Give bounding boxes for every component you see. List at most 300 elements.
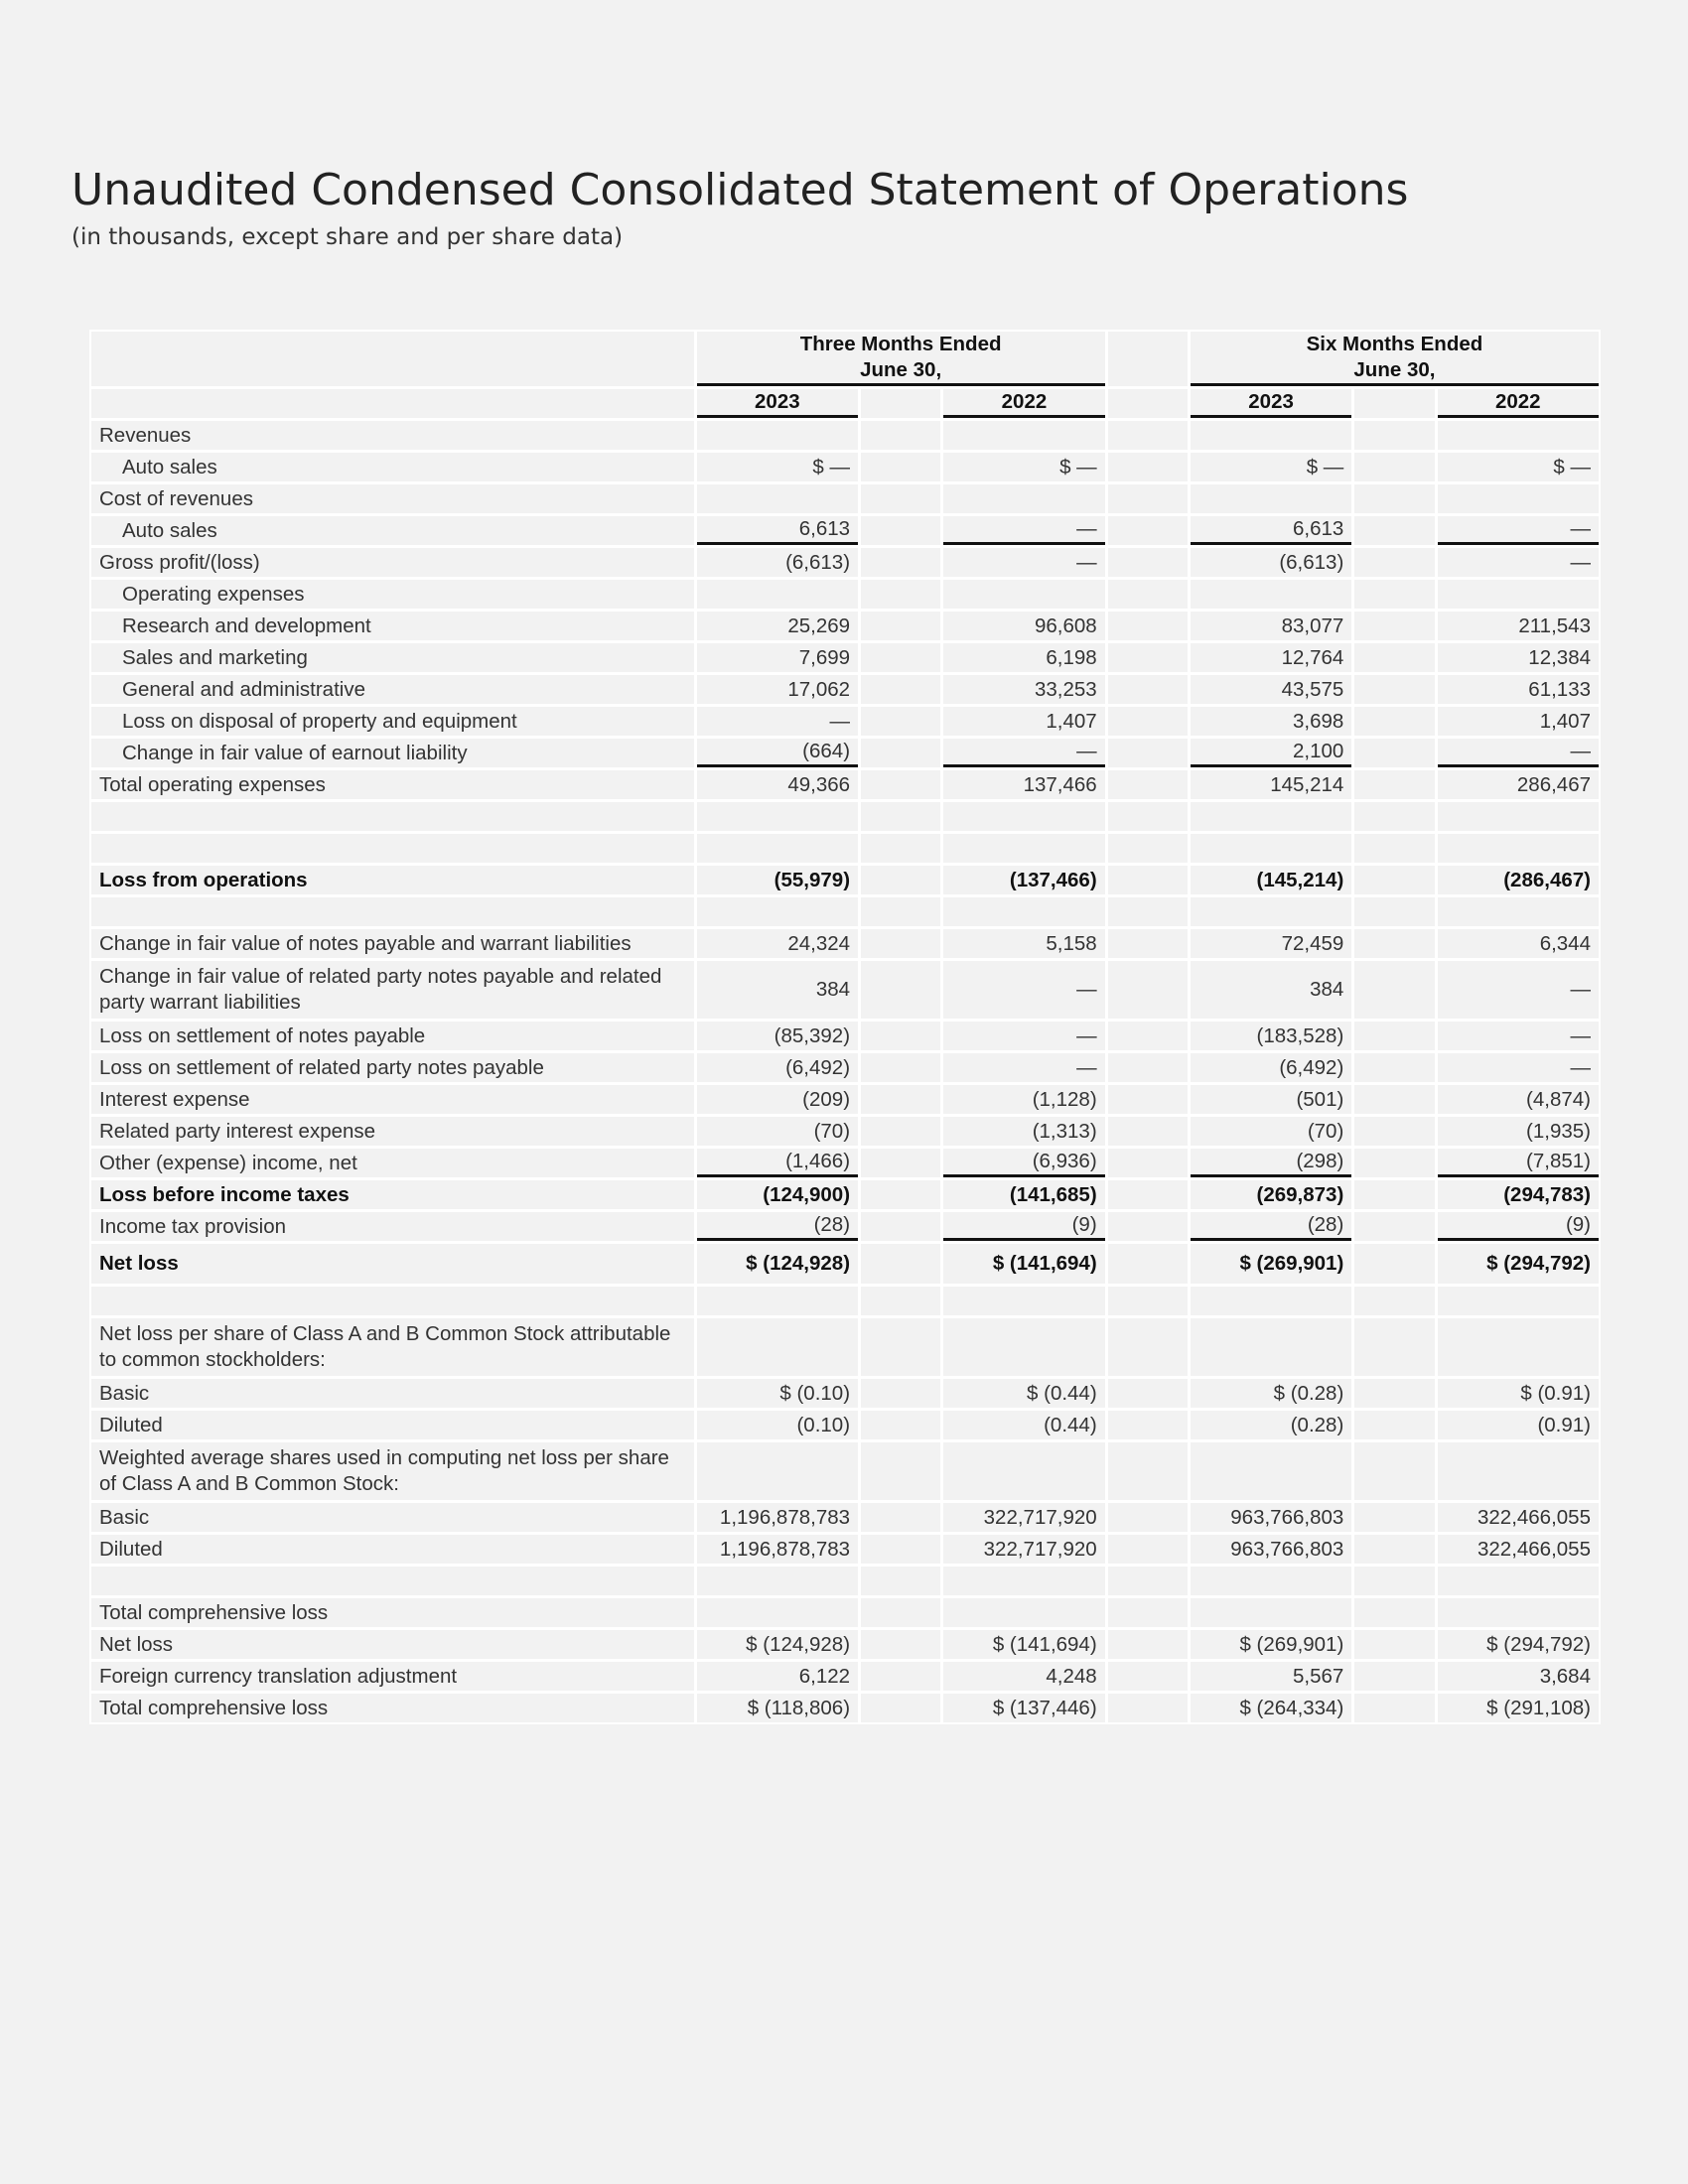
row-label: Auto sales (91, 516, 694, 545)
value-cell-3m-2022: — (943, 548, 1104, 577)
table-row (91, 484, 1599, 513)
table-row (91, 580, 1599, 609)
column-gap (1354, 548, 1434, 577)
table-row (91, 1535, 1599, 1564)
spacer-cell (91, 1567, 694, 1595)
value-cell-6m-2022: $ (291,108) (1438, 1694, 1600, 1722)
year-header-blank (91, 389, 694, 418)
column-gap (861, 929, 940, 958)
value-cell-3m-2022: 322,717,920 (943, 1503, 1104, 1532)
value-cell-3m-2023: $ (124,928) (697, 1630, 858, 1659)
value-cell-3m-2022 (943, 580, 1104, 609)
value-cell-6m-2022: 322,466,055 (1438, 1503, 1600, 1532)
spacer-cell (697, 897, 858, 926)
spacer-cell (1191, 897, 1351, 926)
value-cell-6m-2023: $ (264,334) (1191, 1694, 1351, 1722)
column-gap (1108, 1535, 1188, 1564)
value-cell-6m-2023: (6,492) (1191, 1053, 1351, 1082)
spacer-cell (1354, 834, 1434, 863)
value-cell-6m-2022: — (1438, 548, 1600, 577)
value-cell-3m-2023: 384 (697, 961, 858, 1019)
spacer-cell (1438, 802, 1600, 831)
column-header-6m-2022: 2022 (1438, 389, 1600, 418)
value-cell-6m-2023: 72,459 (1191, 929, 1351, 958)
column-gap (861, 1694, 940, 1722)
value-cell-6m-2023: (269,873) (1191, 1180, 1351, 1209)
value-cell-6m-2023 (1191, 484, 1351, 513)
spacer-cell (1191, 1287, 1351, 1315)
value-cell-3m-2022: (0.44) (943, 1411, 1104, 1439)
value-cell-3m-2022: (6,936) (943, 1149, 1104, 1177)
row-label: Loss on disposal of property and equipment (91, 707, 694, 736)
table-row (91, 1503, 1599, 1532)
spacer-cell (91, 1287, 694, 1315)
value-cell-6m-2022 (1438, 1442, 1600, 1500)
column-gap (861, 961, 940, 1019)
spacer-row (91, 1287, 1599, 1315)
value-cell-3m-2022: $ (141,694) (943, 1630, 1104, 1659)
spacer-row (91, 802, 1599, 831)
value-cell-3m-2023: $ (124,928) (697, 1244, 858, 1284)
spacer-cell (861, 897, 940, 926)
value-cell-3m-2022 (943, 421, 1104, 450)
row-label: Cost of revenues (91, 484, 694, 513)
column-gap (861, 1535, 940, 1564)
column-gap (861, 1085, 940, 1114)
column-gap (1108, 421, 1188, 450)
column-gap (1354, 453, 1434, 481)
value-cell-6m-2022: 1,407 (1438, 707, 1600, 736)
value-cell-3m-2022: — (943, 961, 1104, 1019)
row-label: Change in fair value of notes payable and warrant liabilities (91, 929, 694, 958)
row-label: Total comprehensive loss (91, 1598, 694, 1627)
column-gap (1108, 612, 1188, 640)
column-gap (861, 1598, 940, 1627)
value-cell-6m-2022: 211,543 (1438, 612, 1600, 640)
column-gap (1108, 1212, 1188, 1241)
value-cell-6m-2022: 3,684 (1438, 1662, 1600, 1691)
value-cell-3m-2023: (0.10) (697, 1411, 858, 1439)
value-cell-3m-2023: 24,324 (697, 929, 858, 958)
column-gap (861, 1662, 940, 1691)
header-blank (91, 332, 694, 386)
spacer-cell (1354, 897, 1434, 926)
column-gap (1354, 516, 1434, 545)
column-gap (861, 580, 940, 609)
table-row (91, 1053, 1599, 1082)
column-gap (1354, 770, 1434, 799)
value-cell-6m-2023 (1191, 1318, 1351, 1376)
row-label: Weighted average shares used in computing net loss per share of Class A and B Common Stock: (91, 1442, 694, 1500)
column-gap (1108, 1318, 1188, 1376)
value-cell-6m-2022: — (1438, 1053, 1600, 1082)
value-cell-3m-2023: (664) (697, 739, 858, 767)
column-gap (861, 1379, 940, 1408)
spacer-cell (1108, 802, 1188, 831)
spacer-cell (697, 1287, 858, 1315)
row-label: Total operating expenses (91, 770, 694, 799)
spacer-cell (1438, 834, 1600, 863)
row-label: Auto sales (91, 453, 694, 481)
column-gap (861, 1212, 940, 1241)
header-six-months-line2: June 30, (1353, 358, 1436, 381)
value-cell-6m-2022: — (1438, 739, 1600, 767)
column-header-3m-2023: 2023 (697, 389, 858, 418)
column-gap (1108, 1244, 1188, 1284)
value-cell-6m-2022 (1438, 421, 1600, 450)
value-cell-6m-2023: 963,766,803 (1191, 1503, 1351, 1532)
value-cell-3m-2022: 1,407 (943, 707, 1104, 736)
spacer-cell (1108, 834, 1188, 863)
spacer-cell (861, 1287, 940, 1315)
value-cell-6m-2022: (4,874) (1438, 1085, 1600, 1114)
table-row (91, 1149, 1599, 1177)
value-cell-3m-2023: (6,492) (697, 1053, 858, 1082)
value-cell-6m-2023: 3,698 (1191, 707, 1351, 736)
value-cell-6m-2022: (9) (1438, 1212, 1600, 1241)
value-cell-3m-2023: 6,613 (697, 516, 858, 545)
group-header-row (91, 332, 1599, 386)
column-gap (1354, 643, 1434, 672)
value-cell-3m-2023: 17,062 (697, 675, 858, 704)
value-cell-6m-2023: 145,214 (1191, 770, 1351, 799)
value-cell-6m-2023: 12,764 (1191, 643, 1351, 672)
spacer-cell (1354, 1567, 1434, 1595)
value-cell-6m-2023: (70) (1191, 1117, 1351, 1146)
column-gap (1354, 1244, 1434, 1284)
year-header-gap (861, 389, 940, 418)
row-label: Loss on settlement of notes payable (91, 1022, 694, 1050)
value-cell-6m-2022: $ (294,792) (1438, 1244, 1600, 1284)
value-cell-6m-2023: 5,567 (1191, 1662, 1351, 1691)
value-cell-6m-2022: 61,133 (1438, 675, 1600, 704)
value-cell-6m-2022: 322,466,055 (1438, 1535, 1600, 1564)
table-row (91, 1117, 1599, 1146)
column-gap (861, 675, 940, 704)
column-gap (861, 1180, 940, 1209)
spacer-cell (697, 802, 858, 831)
value-cell-3m-2023: (209) (697, 1085, 858, 1114)
value-cell-6m-2022: $ (294,792) (1438, 1630, 1600, 1659)
column-gap (1108, 1503, 1188, 1532)
column-gap (861, 1318, 940, 1376)
row-label: Basic (91, 1379, 694, 1408)
column-gap (1108, 580, 1188, 609)
table-row (91, 675, 1599, 704)
column-gap (861, 643, 940, 672)
row-label: Diluted (91, 1535, 694, 1564)
row-label: Loss on settlement of related party notes payable (91, 1053, 694, 1082)
column-gap (1354, 1318, 1434, 1376)
value-cell-3m-2022: $ — (943, 453, 1104, 481)
value-cell-3m-2023 (697, 1318, 858, 1376)
value-cell-3m-2022: (9) (943, 1212, 1104, 1241)
column-gap (1108, 1630, 1188, 1659)
value-cell-3m-2022: $ (137,446) (943, 1694, 1104, 1722)
value-cell-6m-2022 (1438, 484, 1600, 513)
value-cell-6m-2023: 2,100 (1191, 739, 1351, 767)
column-gap (861, 516, 940, 545)
value-cell-3m-2023: $ — (697, 453, 858, 481)
spacer-cell (697, 1567, 858, 1595)
value-cell-3m-2023: (124,900) (697, 1180, 858, 1209)
row-label: Change in fair value of earnout liability (91, 739, 694, 767)
value-cell-6m-2023: 43,575 (1191, 675, 1351, 704)
value-cell-3m-2023: $ (0.10) (697, 1379, 858, 1408)
table-row (91, 1411, 1599, 1439)
table-row (91, 739, 1599, 767)
column-gap (1108, 770, 1188, 799)
table-row (91, 548, 1599, 577)
value-cell-6m-2022 (1438, 580, 1600, 609)
column-gap (1354, 1442, 1434, 1500)
column-gap (1108, 1662, 1188, 1691)
column-gap (1108, 1694, 1188, 1722)
column-gap (1108, 866, 1188, 894)
table-row (91, 1318, 1599, 1376)
column-gap (861, 1503, 940, 1532)
column-gap (861, 1630, 940, 1659)
value-cell-3m-2022 (943, 1318, 1104, 1376)
column-gap (1354, 1085, 1434, 1114)
column-gap (861, 770, 940, 799)
table-row (91, 1244, 1599, 1284)
spacer-cell (1191, 834, 1351, 863)
column-gap (1354, 1598, 1434, 1627)
spacer-cell (1438, 897, 1600, 926)
spacer-cell (1438, 1287, 1600, 1315)
row-label: Foreign currency translation adjustment (91, 1662, 694, 1691)
value-cell-6m-2023: 6,613 (1191, 516, 1351, 545)
table-row (91, 1598, 1599, 1627)
table-row (91, 1630, 1599, 1659)
column-gap (1354, 1053, 1434, 1082)
header-three-months-line1: Three Months Ended (799, 333, 1002, 355)
value-cell-3m-2022: (141,685) (943, 1180, 1104, 1209)
value-cell-3m-2022: $ (141,694) (943, 1244, 1104, 1284)
row-label: Net loss per share of Class A and B Common Stock attributable to common stockholders: (91, 1318, 694, 1376)
column-gap (861, 1117, 940, 1146)
column-gap (861, 484, 940, 513)
spacer-row (91, 834, 1599, 863)
spacer-cell (861, 802, 940, 831)
table-row (91, 1442, 1599, 1500)
value-cell-3m-2022: 6,198 (943, 643, 1104, 672)
spacer-cell (1354, 802, 1434, 831)
table-row (91, 929, 1599, 958)
value-cell-3m-2023: (1,466) (697, 1149, 858, 1177)
value-cell-3m-2023: (55,979) (697, 866, 858, 894)
value-cell-3m-2023: 7,699 (697, 643, 858, 672)
column-gap (861, 707, 940, 736)
column-gap (1354, 484, 1434, 513)
value-cell-3m-2023 (697, 1598, 858, 1627)
column-gap (1354, 1212, 1434, 1241)
spacer-cell (943, 1567, 1104, 1595)
table-row (91, 612, 1599, 640)
column-gap (1108, 929, 1188, 958)
value-cell-6m-2023: (28) (1191, 1212, 1351, 1241)
row-label: Loss from operations (91, 866, 694, 894)
row-label: Operating expenses (91, 580, 694, 609)
value-cell-3m-2023: 1,196,878,783 (697, 1535, 858, 1564)
spacer-cell (697, 834, 858, 863)
spacer-cell (1191, 1567, 1351, 1595)
row-label: Research and development (91, 612, 694, 640)
value-cell-3m-2023: 6,122 (697, 1662, 858, 1691)
spacer-cell (1438, 1567, 1600, 1595)
spacer-cell (943, 834, 1104, 863)
column-gap (1354, 1411, 1434, 1439)
value-cell-6m-2023: 384 (1191, 961, 1351, 1019)
value-cell-3m-2022: — (943, 739, 1104, 767)
value-cell-3m-2022 (943, 484, 1104, 513)
column-gap (861, 548, 940, 577)
table-row (91, 1662, 1599, 1691)
value-cell-6m-2023 (1191, 1442, 1351, 1500)
column-gap (1108, 675, 1188, 704)
row-label: Total comprehensive loss (91, 1694, 694, 1722)
column-gap (1354, 866, 1434, 894)
column-gap (1354, 1662, 1434, 1691)
header-gap (1108, 332, 1188, 386)
spacer-cell (91, 897, 694, 926)
table-row (91, 961, 1599, 1019)
table-row (91, 421, 1599, 450)
statement-of-operations-table (88, 329, 1602, 1725)
table-row (91, 1694, 1599, 1722)
value-cell-3m-2022: (1,128) (943, 1085, 1104, 1114)
spacer-cell (943, 802, 1104, 831)
spacer-cell (943, 897, 1104, 926)
value-cell-3m-2023 (697, 484, 858, 513)
value-cell-6m-2023: (298) (1191, 1149, 1351, 1177)
value-cell-6m-2023: $ (269,901) (1191, 1244, 1351, 1284)
column-gap (1108, 739, 1188, 767)
value-cell-6m-2022: — (1438, 1022, 1600, 1050)
value-cell-6m-2022: (7,851) (1438, 1149, 1600, 1177)
column-gap (1108, 453, 1188, 481)
value-cell-3m-2022: (137,466) (943, 866, 1104, 894)
year-header-gap (1354, 389, 1434, 418)
column-gap (861, 1244, 940, 1284)
table-row (91, 516, 1599, 545)
value-cell-6m-2023: $ (269,901) (1191, 1630, 1351, 1659)
column-gap (1108, 961, 1188, 1019)
value-cell-3m-2022: $ (0.44) (943, 1379, 1104, 1408)
column-gap (861, 421, 940, 450)
row-label: Net loss (91, 1244, 694, 1284)
column-gap (1108, 1379, 1188, 1408)
row-label: Interest expense (91, 1085, 694, 1114)
value-cell-6m-2023: $ (0.28) (1191, 1379, 1351, 1408)
value-cell-6m-2023 (1191, 1598, 1351, 1627)
column-gap (861, 1022, 940, 1050)
value-cell-3m-2022 (943, 1598, 1104, 1627)
column-gap (1108, 516, 1188, 545)
year-header-gap (1108, 389, 1188, 418)
column-gap (1354, 1180, 1434, 1209)
value-cell-6m-2022: 286,467 (1438, 770, 1600, 799)
column-gap (1354, 1379, 1434, 1408)
table-row (91, 1022, 1599, 1050)
column-gap (1108, 1053, 1188, 1082)
value-cell-3m-2023: 1,196,878,783 (697, 1503, 858, 1532)
spacer-cell (91, 834, 694, 863)
column-gap (861, 1442, 940, 1500)
value-cell-6m-2022: (1,935) (1438, 1117, 1600, 1146)
table-row (91, 453, 1599, 481)
document-title: Unaudited Condensed Consolidated Statement of Operations (71, 165, 1409, 215)
table-row (91, 643, 1599, 672)
spacer-cell (943, 1287, 1104, 1315)
table-row (91, 770, 1599, 799)
value-cell-3m-2023: — (697, 707, 858, 736)
column-gap (861, 1411, 940, 1439)
value-cell-6m-2022 (1438, 1598, 1600, 1627)
column-gap (1354, 612, 1434, 640)
column-gap (1354, 421, 1434, 450)
value-cell-6m-2022: 12,384 (1438, 643, 1600, 672)
column-gap (1354, 675, 1434, 704)
column-gap (1354, 1117, 1434, 1146)
spacer-cell (861, 1567, 940, 1595)
spacer-row (91, 897, 1599, 926)
value-cell-6m-2023: (6,613) (1191, 548, 1351, 577)
value-cell-3m-2022: — (943, 1022, 1104, 1050)
value-cell-3m-2023: (28) (697, 1212, 858, 1241)
column-gap (861, 1053, 940, 1082)
value-cell-6m-2022: $ (0.91) (1438, 1379, 1600, 1408)
value-cell-3m-2023: (6,613) (697, 548, 858, 577)
value-cell-6m-2022: $ — (1438, 453, 1600, 481)
column-gap (1354, 1503, 1434, 1532)
column-gap (1108, 1149, 1188, 1177)
column-gap (1354, 1149, 1434, 1177)
column-gap (1108, 484, 1188, 513)
column-gap (861, 739, 940, 767)
row-label: Revenues (91, 421, 694, 450)
column-header-6m-2023: 2023 (1191, 389, 1351, 418)
row-label: Loss before income taxes (91, 1180, 694, 1209)
column-gap (1108, 1598, 1188, 1627)
spacer-cell (1108, 897, 1188, 926)
header-three-months-line2: June 30, (860, 358, 942, 381)
column-gap (1108, 548, 1188, 577)
header-six-months-line1: Six Months Ended (1306, 333, 1483, 355)
value-cell-3m-2022: 4,248 (943, 1662, 1104, 1691)
column-gap (861, 453, 940, 481)
row-label: Other (expense) income, net (91, 1149, 694, 1177)
spacer-cell (1354, 1287, 1434, 1315)
table-row (91, 1212, 1599, 1241)
table-row (91, 1085, 1599, 1114)
row-label: Related party interest expense (91, 1117, 694, 1146)
value-cell-6m-2022: — (1438, 961, 1600, 1019)
table-row (91, 1379, 1599, 1408)
column-gap (1354, 707, 1434, 736)
value-cell-3m-2022: 137,466 (943, 770, 1104, 799)
value-cell-6m-2023: 963,766,803 (1191, 1535, 1351, 1564)
spacer-cell (1191, 802, 1351, 831)
value-cell-6m-2022: (0.91) (1438, 1411, 1600, 1439)
value-cell-6m-2022: (286,467) (1438, 866, 1600, 894)
header-six-months (1191, 332, 1599, 386)
column-gap (1354, 1022, 1434, 1050)
spacer-row (91, 1567, 1599, 1595)
value-cell-6m-2023: 83,077 (1191, 612, 1351, 640)
value-cell-3m-2022: — (943, 1053, 1104, 1082)
